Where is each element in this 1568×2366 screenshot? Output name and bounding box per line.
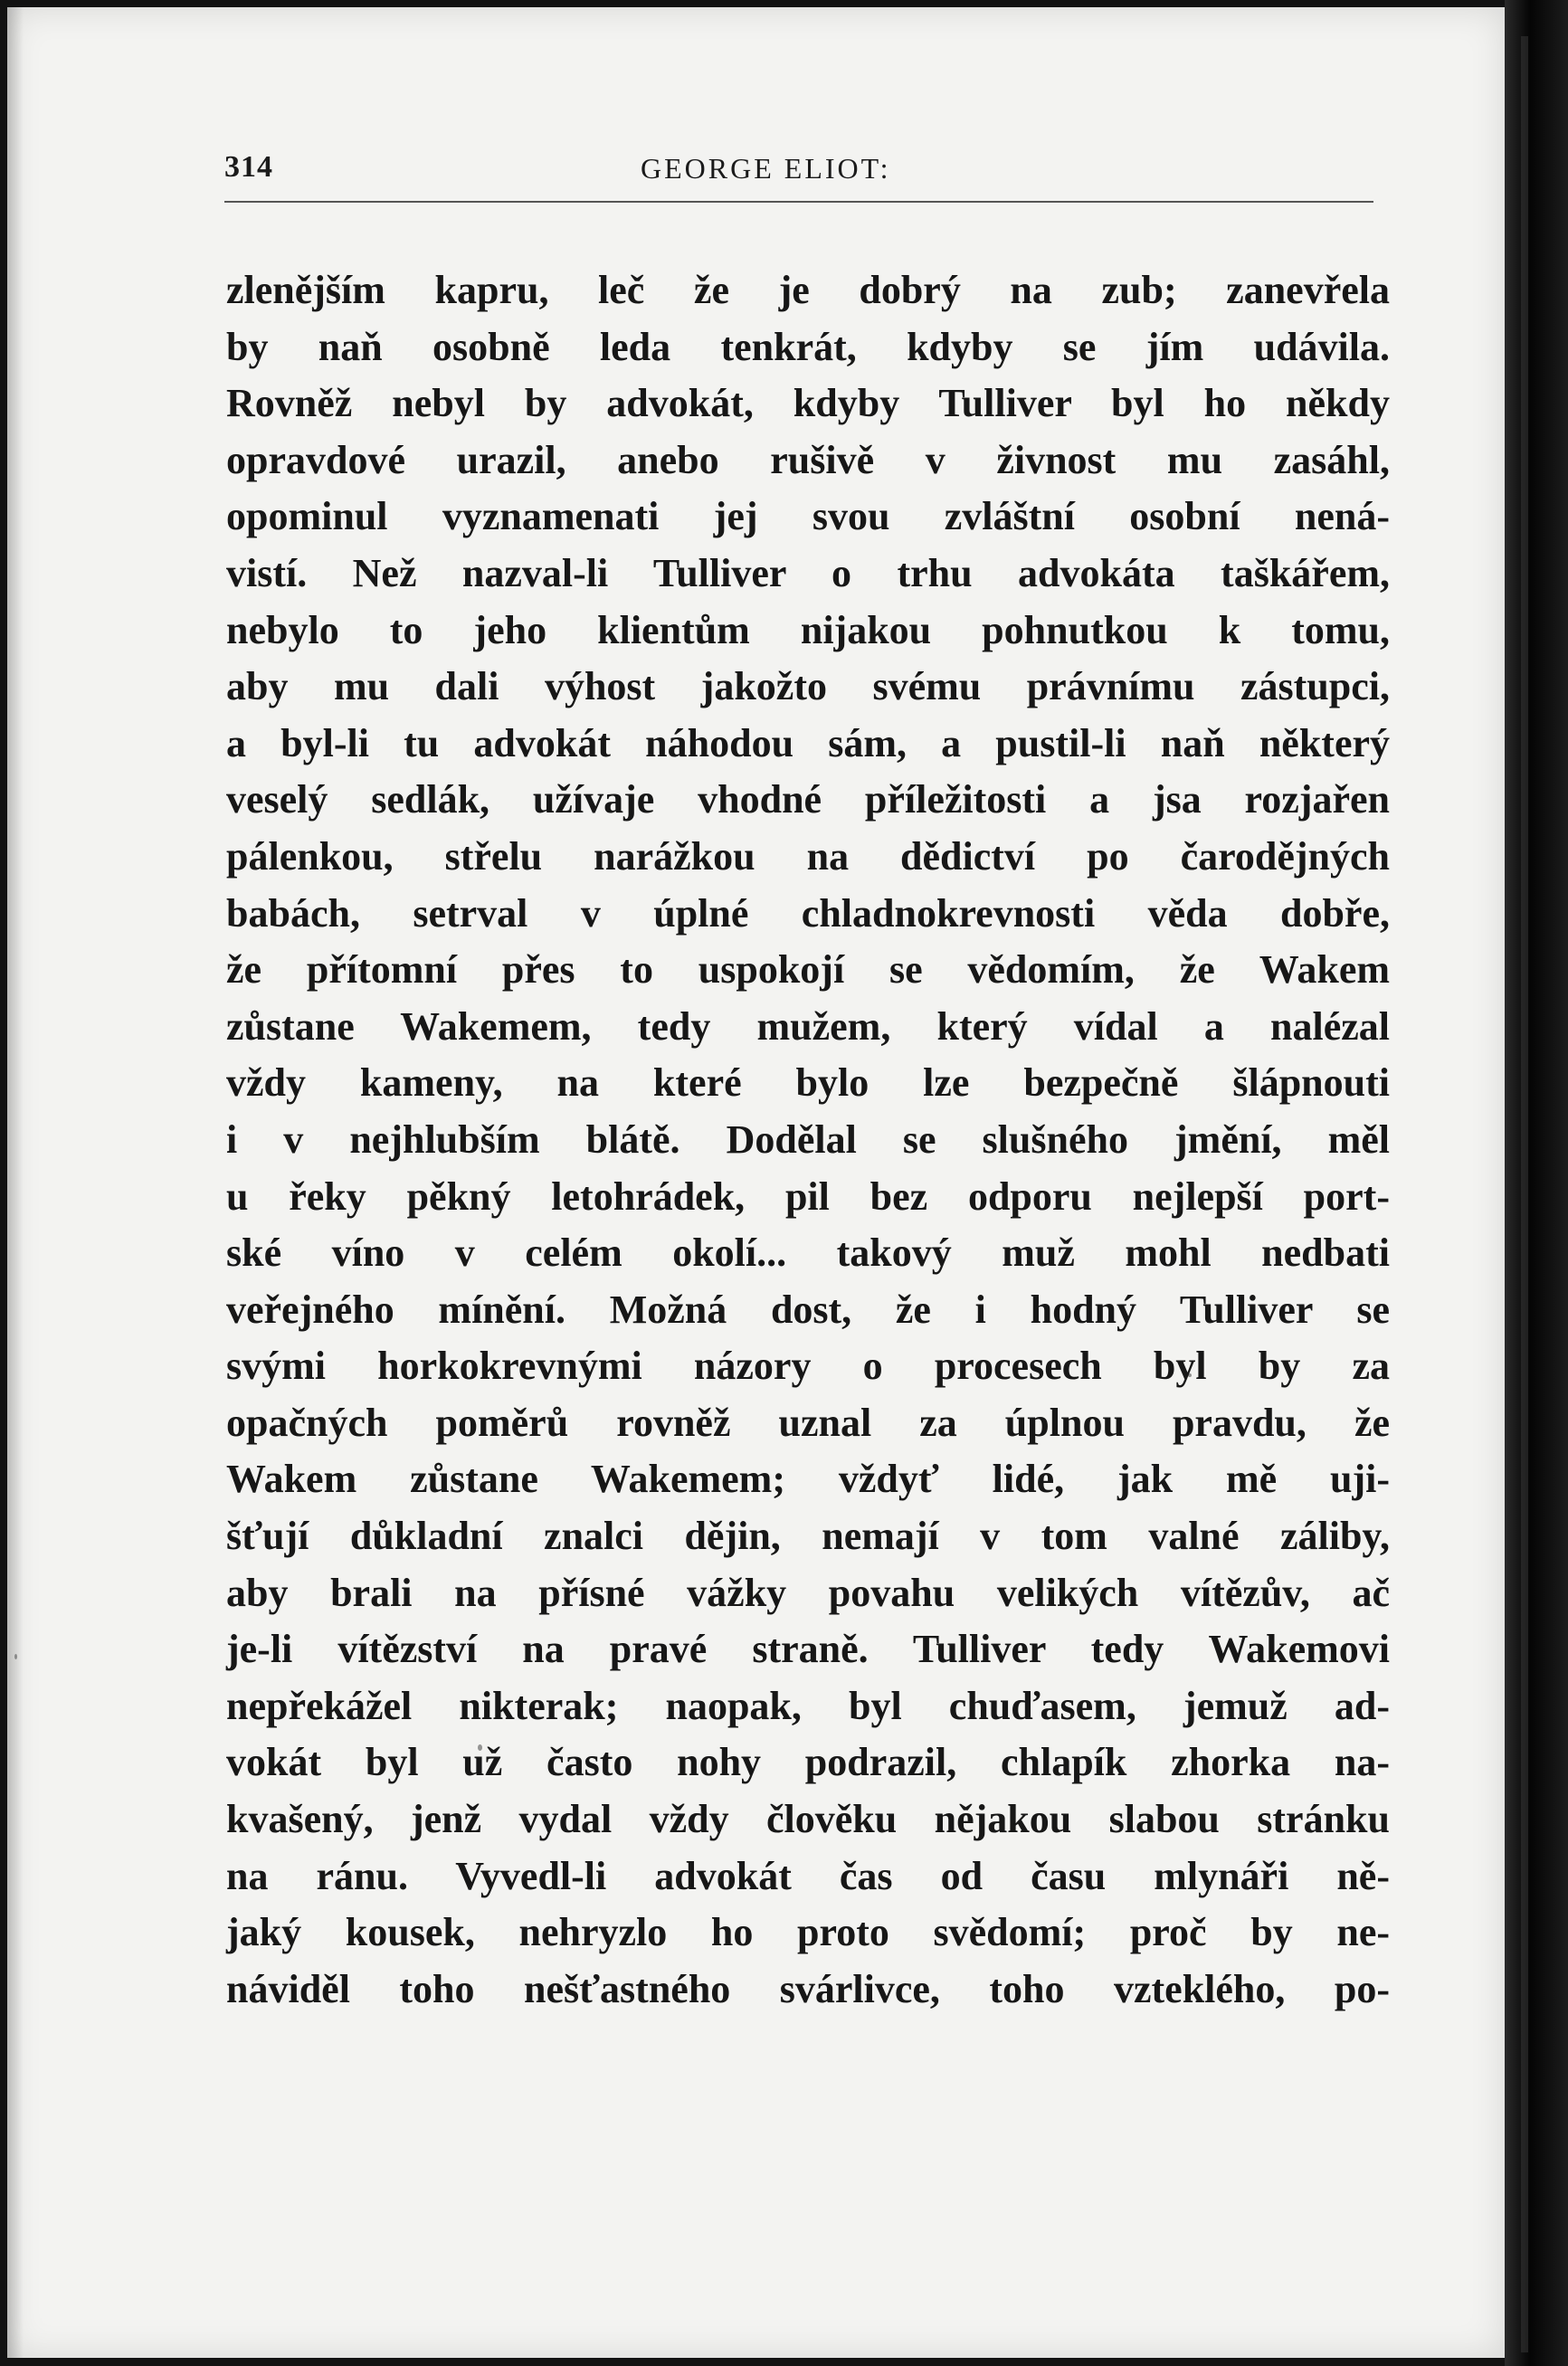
text-line: na ránu. Vyvedl-li advokát čas od času mlynáři ně-	[226, 1853, 1390, 1898]
paper-speck	[14, 1654, 17, 1659]
text-line: aby mu dali výhost jakožto svému právnímu zástupci,	[226, 664, 1390, 709]
text-line: babách, setrval v úplné chladnokrevnosti věda dobře,	[226, 890, 1390, 936]
text-line: opravdové urazil, anebo rušivě v živnost mu zasáhl,	[226, 437, 1390, 482]
text-line: Wakem zůstane Wakemem; vždyť lidé, jak mě uji-	[226, 1457, 1390, 1502]
text-line: veselý sedlák, užívaje vhodné příležitosti a jsa rozjařen	[226, 777, 1390, 822]
text-line: aby brali na přísné vážky povahu velikých vítězův, ač	[226, 1570, 1390, 1615]
text-line: vokát byl už často nohy podrazil, chlapík zhorka na-	[226, 1740, 1390, 1785]
text-line: by naň osobně leda tenkrát, kdyby se jím udávila.	[226, 324, 1390, 369]
text-line: i v nejhlubším blátě. Dodělal se slušného jmění, měl	[226, 1116, 1390, 1162]
text-line: zlenějším kapru, leč že je dobrý na zub; zanevřela	[226, 268, 1390, 312]
text-line: kvašený, jenž vydal vždy člověku nějakou slabou stránku	[226, 1797, 1390, 1842]
text-line: veřejného mínění. Možná dost, že i hodný Tulliver se	[226, 1287, 1390, 1332]
page-number: 314	[224, 150, 273, 184]
book-spine-edge	[1505, 0, 1568, 2366]
text-line: Rovněž nebyl by advokát, kdyby Tulliver byl ho někdy	[226, 381, 1390, 426]
text-line: je-li vítězství na pravé straně. Tulliver tedy Wakemovi	[226, 1627, 1390, 1672]
text-line: jaký kousek, nehryzlo ho proto svědomí; proč by ne-	[226, 1910, 1390, 1955]
text-line: svými horkokrevnými názory o procesech byl by za	[226, 1344, 1390, 1389]
text-line: nebylo to jeho klientům nijakou pohnutkou k tomu,	[226, 607, 1390, 652]
text-line: u řeky pěkný letohrádek, pil bez odporu nejlepší port-	[226, 1173, 1390, 1219]
text-line: a byl-li tu advokát náhodou sám, a pustil-li naň některý	[226, 720, 1390, 765]
header-rule	[224, 201, 1373, 203]
text-line: zůstane Wakemem, tedy mužem, který vídal a nalézal	[226, 1003, 1390, 1049]
text-line: ské víno v celém okolí... takový muž mohl nedbati	[226, 1231, 1390, 1276]
text-line: vždy kameny, na které bylo lze bezpečně šlápnouti	[226, 1060, 1390, 1106]
running-head: GEORGE ELIOT:	[641, 152, 891, 185]
text-line: vistí. Než nazval-li Tulliver o trhu advokáta taškářem,	[226, 550, 1390, 595]
text-line: náviděl toho nešťastného svárlivce, toho vzteklého, po-	[226, 1966, 1390, 2011]
text-line: nepřekážel nikterak; naopak, byl chuďasem, jemuž ad-	[226, 1683, 1390, 1728]
text-line: že přítomní přes to uspokojí se vědomím, že Wakem	[226, 947, 1390, 993]
page-header	[224, 145, 1373, 201]
text-line: opominul vyznamenati jej svou zvláštní osobní nená-	[226, 494, 1390, 539]
text-line: opačných poměrů rovněž uznal za úplnou pravdu, že	[226, 1400, 1390, 1445]
body-text	[226, 262, 1390, 2018]
text-line: pálenkou, střelu narážkou na dědictví po čarodějných	[226, 833, 1390, 879]
text-line: šťují důkladní znalci dějin, nemají v tom valné záliby,	[226, 1514, 1390, 1559]
